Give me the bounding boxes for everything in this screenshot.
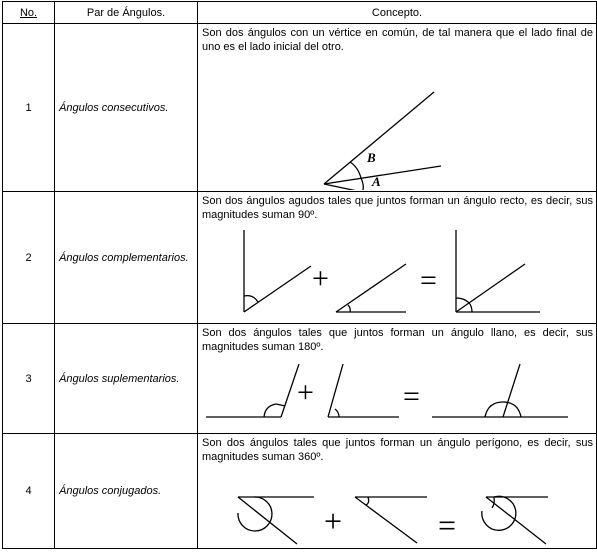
- table-row: [3, 324, 597, 434]
- header-row: [3, 2, 597, 24]
- concept-text: Son dos ángulos tales que juntos forman un ángulo perígono, es decir, sus magnitudes suman 360º.: [202, 437, 593, 463]
- angle-pair-name: Ángulos consecutivos.: [55, 24, 198, 192]
- row-number: 1: [3, 24, 55, 192]
- concept-text: Son dos ángulos con un vértice en común, de tal manera que el lado final de uno es el lado inicial del otro.: [202, 27, 593, 53]
- angle-pair-name: Ángulos complementarios.: [55, 192, 198, 324]
- concept-cell: [198, 192, 597, 324]
- angle-pair-name: Ángulos conjugados.: [55, 434, 198, 549]
- equals-sign: =: [420, 264, 437, 297]
- angle-label-b: B: [367, 150, 376, 165]
- table-row: [3, 24, 597, 192]
- equals-sign: =: [438, 507, 457, 543]
- concept-cell: [198, 434, 597, 549]
- plus-sign: +: [297, 376, 314, 409]
- header-pair: Par de Ángulos.: [55, 2, 198, 24]
- conjugate-angles-figure: [198, 464, 596, 548]
- consecutive-angles-figure: [198, 54, 596, 190]
- table-row: [3, 434, 597, 549]
- row-number: 4: [3, 434, 55, 549]
- angle-pair-name: Ángulos suplementarios.: [55, 324, 198, 434]
- table-row: [3, 192, 597, 324]
- header-concept: Concepto.: [198, 2, 597, 24]
- header-no: No.: [3, 2, 55, 24]
- supplementary-angles-figure: [198, 354, 596, 430]
- row-number: 3: [3, 324, 55, 434]
- concept-text: Son dos ángulos agudos tales que juntos forman un ángulo recto, es decir, sus magnitudes suman 90º.: [202, 195, 593, 221]
- row-number: 2: [3, 192, 55, 324]
- plus-sign: +: [324, 503, 343, 539]
- concept-cell: [198, 324, 597, 434]
- plus-sign: +: [312, 262, 329, 295]
- concept-text: Son dos ángulos tales que juntos forman un ángulo llano, es decir, sus magnitudes suman 180º.: [202, 327, 593, 353]
- angles-table: [2, 1, 597, 549]
- complementary-angles-figure: [198, 222, 596, 320]
- equals-sign: =: [403, 380, 420, 413]
- concept-cell: [198, 24, 597, 192]
- angle-label-a: A: [372, 174, 381, 189]
